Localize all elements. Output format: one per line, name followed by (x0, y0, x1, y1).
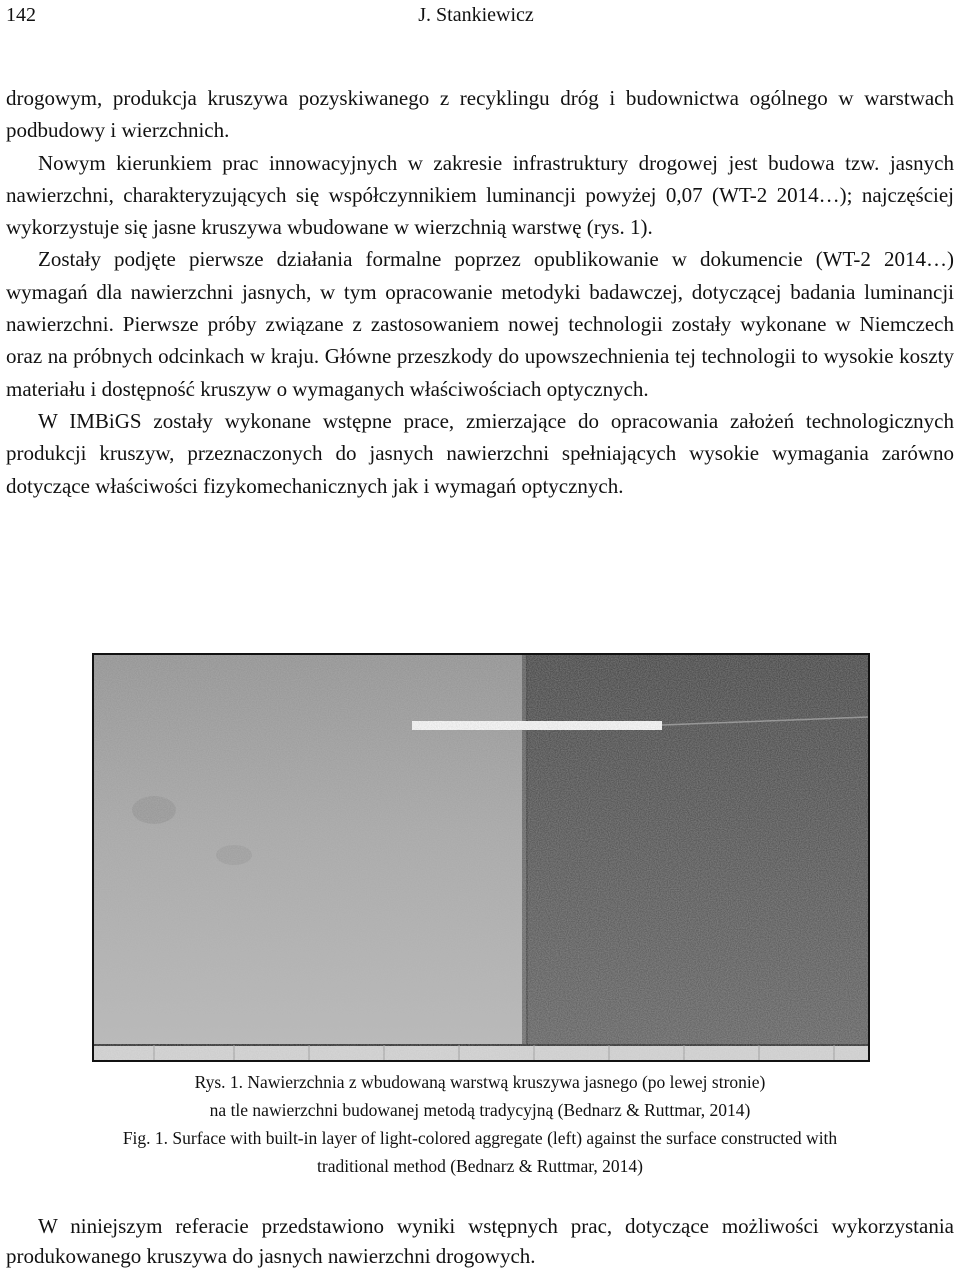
caption-pl-line2: na tle nawierzchni budowanej metodą tradycyjną (Bednarz & Ruttmar, 2014) (209, 1100, 751, 1120)
caption-pl-line1: Rys. 1. Nawierzchnia z wbudowaną warstwą kruszywa jasnego (po lewej stronie) (194, 1072, 766, 1092)
closing-text (6, 1211, 954, 1271)
body-text (6, 82, 954, 502)
figure-caption-polish (6, 1068, 954, 1124)
running-author: J. Stankiewicz (418, 4, 534, 26)
paragraph-5: W niniejszym referacie przedstawiono wyniki wstępnych prac, dotyczące możliwości wykorzystania produkowanego kruszywa do jasnych nawierzchni drogowych. (6, 1214, 954, 1268)
running-header (6, 2, 946, 28)
figure-caption-english (6, 1124, 954, 1180)
page-number: 142 (6, 4, 36, 26)
figure-road-photo (92, 653, 870, 1062)
paragraph-3: Zostały podjęte pierwsze działania formalne poprzez opublikowanie w dokumencie (WT-2 2014…) wymagań dla nawierzchni jasnych, w tym opracowanie metodyki badawczej, dotyczącej badania luminancji nawierzchni. Pierwsze próby związane z zastosowaniem nowej technologii zostały wykonane w Niemczech oraz na próbnych odcinkach w kraju. Główne przeszkody do upowszechnienia tej technologii to wysokie koszty materiału i dostępność kruszyw o wymaganych właściwościach optycznych. (6, 247, 954, 401)
caption-en-line1: Fig. 1. Surface with built-in layer of light-colored aggregate (left) against the surface constructed with (122, 1128, 838, 1148)
paragraph-2: Nowym kierunkiem prac innowacyjnych w zakresie infrastruktury drogowej jest budowa tzw. jasnych nawierzchni, charakteryzujących się współczynnikiem luminancji powyżej 0,07 (WT-2 2014…); najczęściej wykorzystuje się jasne kruszywa wbudowane w wierzchnią warstwę (rys. 1). (6, 150, 954, 240)
caption-en-line2: traditional method (Bednarz & Ruttmar, 2014) (317, 1156, 643, 1176)
paragraph-1: drogowym, produkcja kruszywa pozyskiwanego z recyklingu dróg i budownictwa ogólnego w warstwach podbudowy i wierzchnich. (6, 86, 954, 143)
road-surface-photo (94, 655, 868, 1060)
paragraph-4: W IMBiGS zostały wykonane wstępne prace, zmierzające do opracowania założeń technologicznych produkcji kruszyw, przeznaczonych do jasnych nawierzchni spełniających wysokie wymagania zarówno dotyczące właściwości fizykomechanicznych jak i wymagań optycznych. (6, 408, 954, 498)
